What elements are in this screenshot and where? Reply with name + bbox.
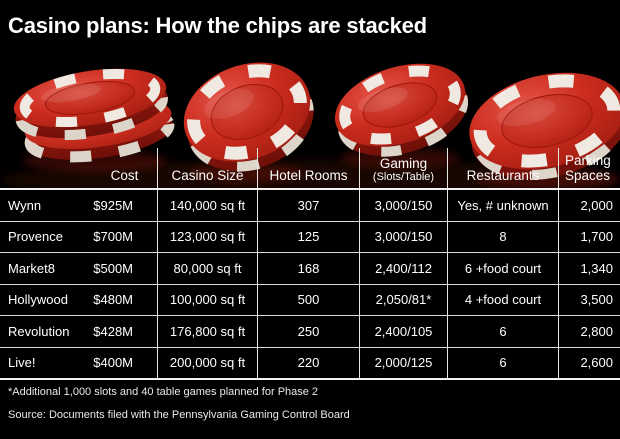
cell-restaurants: 8 (448, 222, 559, 253)
cell-size: 140,000 sq ft (158, 190, 258, 221)
cell-name: Revolution (8, 323, 70, 339)
cell-restaurants: 4 +food court (448, 285, 559, 316)
cell-gaming: 3,000/150 (360, 222, 448, 253)
cell-cost: $480M (92, 285, 158, 316)
header-restaurants: Restaurants (448, 148, 559, 188)
cell-restaurants: 6 +food court (448, 253, 559, 284)
cell-restaurants: 6 (448, 348, 559, 379)
cell-size: 176,800 sq ft (158, 316, 258, 347)
table-row (0, 253, 620, 285)
table-body (0, 190, 620, 380)
cell-parking: 3,500 (580, 292, 613, 308)
cell-rooms: 220 (258, 348, 360, 379)
cell-restaurants: Yes, # unknown (448, 190, 559, 221)
page-title: Casino plans: How the chips are stacked (8, 13, 427, 38)
cell-gaming: 2,400/105 (360, 316, 448, 347)
cell-name: Hollywood (8, 292, 68, 308)
cell-name: Provence (8, 229, 63, 245)
cell-rooms: 250 (258, 316, 360, 347)
header-gaming (360, 148, 448, 188)
header-gaming-line1: Gaming (379, 155, 428, 171)
cell-cost: $925M (92, 190, 158, 221)
header-blank (0, 148, 92, 188)
cell-rooms: 125 (258, 222, 360, 253)
cell-cost: $428M (92, 316, 158, 347)
header-parking-line2: Spaces (565, 167, 611, 183)
cell-parking: 1,700 (580, 229, 613, 245)
header-gaming-line2: (Slots/Table) (372, 170, 435, 183)
header-hotel-rooms: Hotel Rooms (258, 148, 360, 188)
cell-size: 200,000 sq ft (158, 348, 258, 379)
table-row (0, 222, 620, 254)
cell-parking: 1,340 (580, 260, 613, 276)
cell-rooms: 168 (258, 253, 360, 284)
table-row (0, 348, 620, 379)
cell-gaming: 2,000/125 (360, 348, 448, 379)
cell-name: Market8 (8, 260, 55, 276)
cell-size: 100,000 sq ft (158, 285, 258, 316)
cell-name: Live! (8, 355, 36, 371)
cell-rooms: 307 (258, 190, 360, 221)
cell-cost: $400M (92, 348, 158, 379)
table-row (0, 190, 620, 222)
table-header-row (0, 148, 620, 190)
cell-gaming: 2,400/112 (360, 253, 448, 284)
cell-cost: $500M (92, 253, 158, 284)
cell-parking: 2,800 (580, 323, 613, 339)
header-casino-size: Casino Size (158, 148, 258, 188)
table-row (0, 316, 620, 348)
casino-comparison-table (0, 148, 620, 380)
header-parking-line1: Parking (565, 152, 611, 168)
cell-gaming: 2,050/81* (360, 285, 448, 316)
header-parking-spaces (559, 148, 620, 188)
cell-gaming: 3,000/150 (360, 190, 448, 221)
footnote: *Additional 1,000 slots and 40 table games planned for Phase 2 (8, 386, 319, 398)
cell-size: 80,000 sq ft (158, 253, 258, 284)
cell-restaurants: 6 (448, 316, 559, 347)
source-line: Source: Documents filed with the Pennsylvania Gaming Control Board (8, 409, 350, 421)
header-cost: Cost (92, 148, 158, 188)
cell-rooms: 500 (258, 285, 360, 316)
cell-parking: 2,600 (580, 355, 613, 371)
table-row (0, 285, 620, 317)
cell-parking: 2,000 (580, 197, 613, 213)
cell-name: Wynn (8, 197, 42, 213)
cell-cost: $700M (92, 222, 158, 253)
cell-size: 123,000 sq ft (158, 222, 258, 253)
